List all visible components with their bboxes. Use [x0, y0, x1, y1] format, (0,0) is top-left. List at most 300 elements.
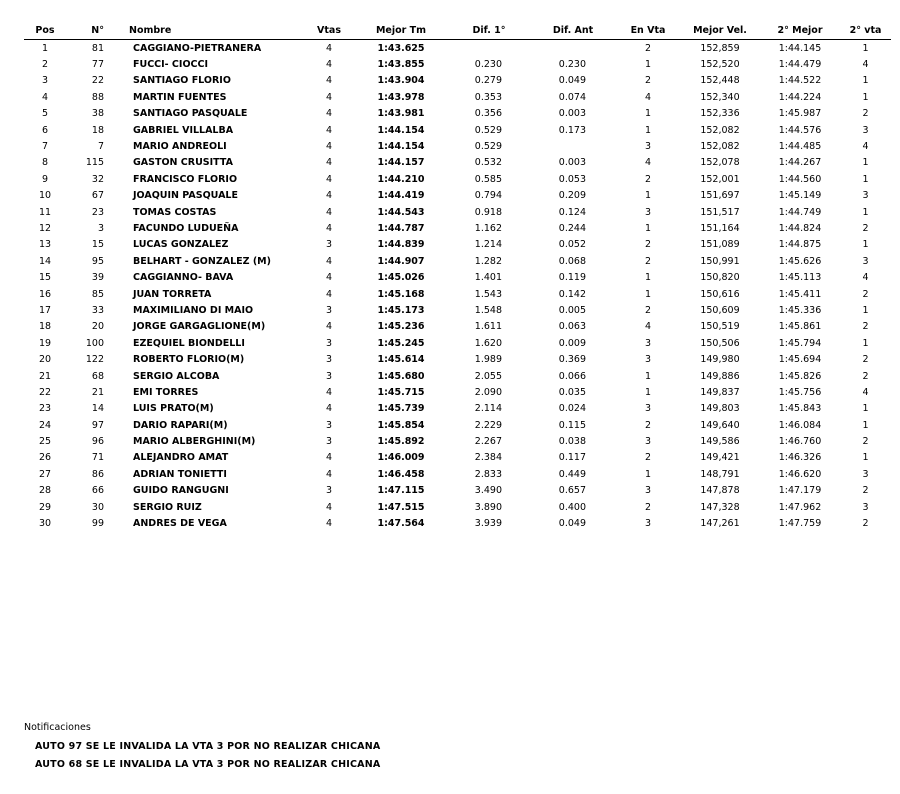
envta-cell: 1 [644, 59, 652, 71]
mejor-tm-cell: 1:47.564 [377, 518, 425, 530]
header-difant: Dif. Ant [530, 22, 616, 40]
table-row [24, 56, 891, 72]
mejor-tm-cell: 1:45.854 [377, 419, 425, 431]
num-cell: 14 [91, 403, 104, 415]
vtas-cell: 3 [325, 419, 333, 431]
nombre-cell: SERGIO RUIZ [133, 501, 202, 513]
difant-cell: 0.068 [558, 255, 586, 267]
vtas-cell: 4 [325, 59, 333, 71]
table-row [24, 188, 891, 204]
mejor2-cell: 1:45.411 [778, 288, 822, 300]
mejor-vel-cell: 152,859 [700, 42, 740, 54]
difant-cell: 0.038 [558, 436, 586, 448]
table-row [24, 73, 891, 89]
num-cell: 32 [91, 173, 104, 185]
mejor-tm-cell: 1:44.907 [377, 255, 425, 267]
mejor-tm-cell: 1:43.625 [377, 42, 425, 54]
difant-cell: 0.119 [558, 272, 586, 284]
num-cell: 15 [91, 239, 104, 251]
num-cell: 21 [91, 386, 104, 398]
notifications-title: Notificaciones [24, 722, 91, 733]
vtas-cell: 4 [325, 141, 333, 153]
mejor-vel-cell: 150,519 [700, 321, 740, 333]
mejor-tm-cell: 1:45.614 [377, 354, 425, 366]
vtas-cell: 4 [325, 222, 333, 234]
header-envta: En Vta [616, 22, 680, 40]
nombre-cell: GUIDO RANGUGNI [133, 485, 229, 497]
pos-cell: 11 [38, 206, 52, 218]
difant-cell: 0.244 [558, 222, 586, 234]
nombre-cell: FACUNDO LUDUEÑA [133, 222, 239, 234]
vta2-cell: 1 [862, 337, 869, 349]
header-pos: Pos [24, 22, 66, 40]
pos-cell: 9 [41, 173, 49, 185]
num-cell: 88 [91, 91, 104, 103]
envta-cell: 2 [644, 419, 652, 431]
header-mejor-vel: Mejor Vel. [680, 22, 760, 40]
difant-cell: 0.003 [558, 157, 586, 169]
num-cell: 33 [91, 304, 104, 316]
difant-cell: 0.049 [558, 75, 586, 87]
nombre-cell: JUAN TORRETA [133, 288, 212, 300]
num-cell: 95 [91, 255, 104, 267]
mejor-tm-cell: 1:45.236 [377, 321, 425, 333]
pos-cell: 20 [38, 354, 52, 366]
envta-cell: 4 [644, 157, 652, 169]
vtas-cell: 4 [325, 518, 333, 530]
envta-cell: 1 [644, 222, 652, 234]
mejor-vel-cell: 149,837 [700, 386, 740, 398]
table-row [24, 302, 891, 318]
dif1-cell: 3.939 [474, 518, 502, 530]
mejor2-cell: 1:46.326 [778, 452, 822, 464]
pos-cell: 1 [41, 42, 49, 54]
num-cell: 68 [91, 370, 104, 382]
difant-cell: 0.124 [558, 206, 586, 218]
difant-cell: 0.400 [558, 501, 586, 513]
difant-cell: 0.005 [558, 304, 586, 316]
nombre-cell: LUIS PRATO(M) [133, 403, 214, 415]
mejor2-cell: 1:44.485 [778, 141, 822, 153]
nombre-cell: SERGIO ALCOBA [133, 370, 220, 382]
nombre-cell: FRANCISCO FLORIO [133, 173, 238, 185]
mejor-vel-cell: 149,803 [700, 403, 740, 415]
vta2-cell: 2 [862, 436, 869, 448]
mejor-vel-cell: 148,791 [700, 468, 740, 480]
num-cell: 39 [91, 272, 104, 284]
nombre-cell: JOAQUIN PASQUALE [133, 190, 238, 202]
pos-cell: 7 [41, 141, 49, 153]
pos-cell: 18 [38, 321, 52, 333]
vta2-cell: 4 [862, 272, 869, 284]
mejor-tm-cell: 1:44.154 [377, 141, 425, 153]
mejor2-cell: 1:45.694 [778, 354, 822, 366]
pos-cell: 27 [38, 468, 52, 480]
envta-cell: 4 [644, 91, 652, 103]
notification-item: AUTO 68 SE LE INVALIDA LA VTA 3 POR NO REALIZAR CHICANA [35, 759, 381, 770]
table-row [24, 384, 891, 400]
table-row [24, 499, 891, 515]
pos-cell: 24 [38, 419, 52, 431]
pos-cell: 15 [38, 272, 52, 284]
pos-cell: 14 [38, 255, 52, 267]
difant-cell: 0.230 [558, 59, 586, 71]
dif1-cell: 2.114 [474, 403, 502, 415]
nombre-cell: CAGGIANO-PIETRANERA [133, 42, 262, 54]
table-row [24, 401, 891, 417]
vtas-cell: 4 [325, 386, 333, 398]
mejor-tm-cell: 1:45.680 [377, 370, 425, 382]
vtas-cell: 4 [325, 42, 333, 54]
nombre-cell: SANTIAGO PASQUALE [133, 108, 248, 120]
pos-cell: 26 [38, 452, 52, 464]
table-row [24, 155, 891, 171]
envta-cell: 1 [644, 370, 652, 382]
vtas-cell: 4 [325, 403, 333, 415]
vtas-cell: 4 [325, 501, 333, 513]
dif1-cell: 3.890 [474, 501, 502, 513]
envta-cell: 1 [644, 288, 652, 300]
dif1-cell: 1.282 [474, 255, 502, 267]
mejor-tm-cell: 1:47.115 [377, 485, 425, 497]
vta2-cell: 1 [862, 75, 869, 87]
vta2-cell: 1 [862, 419, 869, 431]
mejor2-cell: 1:47.759 [778, 518, 822, 530]
dif1-cell: 0.353 [474, 91, 502, 103]
dif1-cell: 0.529 [474, 141, 502, 153]
nombre-cell: MARIO ANDREOLI [133, 141, 227, 153]
vta2-cell: 3 [862, 255, 869, 267]
nombre-cell: BELHART - GONZALEZ (M) [133, 255, 271, 267]
pos-cell: 8 [41, 157, 49, 169]
pos-cell: 28 [38, 485, 52, 497]
pos-cell: 10 [38, 190, 52, 202]
dif1-cell: 2.384 [474, 452, 502, 464]
vtas-cell: 3 [325, 485, 333, 497]
nombre-cell: ROBERTO FLORIO(M) [133, 354, 245, 366]
vta2-cell: 1 [862, 239, 869, 251]
dif1-cell: 1.214 [474, 239, 502, 251]
vta2-cell: 2 [862, 222, 869, 234]
envta-cell: 1 [644, 468, 652, 480]
nombre-cell: TOMAS COSTAS [133, 206, 217, 218]
nombre-cell: MAXIMILIANO DI MAIO [133, 304, 254, 316]
table-row [24, 433, 891, 449]
pos-cell: 25 [38, 436, 52, 448]
dif1-cell: 2.229 [474, 419, 502, 431]
difant-cell: 0.657 [558, 485, 586, 497]
mejor2-cell: 1:45.626 [778, 255, 822, 267]
difant-cell: 0.142 [558, 288, 586, 300]
dif1-cell: 0.279 [474, 75, 502, 87]
mejor2-cell: 1:44.145 [778, 42, 822, 54]
mejor-tm-cell: 1:45.739 [377, 403, 425, 415]
difant-cell: 0.049 [558, 518, 586, 530]
dif1-cell: 1.620 [474, 337, 502, 349]
pos-cell: 30 [38, 518, 52, 530]
table-row [24, 171, 891, 187]
num-cell: 7 [97, 141, 104, 153]
num-cell: 38 [91, 108, 104, 120]
mejor2-cell: 1:44.479 [778, 59, 822, 71]
header-vta2: 2° vta [840, 22, 891, 40]
num-cell: 67 [91, 190, 104, 202]
vtas-cell: 3 [325, 239, 333, 251]
nombre-cell: MARIO ALBERGHINI(M) [133, 436, 256, 448]
table-row [24, 122, 891, 138]
num-cell: 85 [91, 288, 104, 300]
num-cell: 3 [97, 222, 104, 234]
vtas-cell: 4 [325, 468, 333, 480]
header-mejor2: 2° Mejor [760, 22, 840, 40]
mejor-vel-cell: 150,820 [700, 272, 740, 284]
mejor2-cell: 1:45.756 [778, 386, 822, 398]
vta2-cell: 3 [862, 501, 869, 513]
envta-cell: 1 [644, 190, 652, 202]
num-cell: 71 [91, 452, 104, 464]
num-cell: 20 [91, 321, 104, 333]
table-row [24, 450, 891, 466]
mejor-tm-cell: 1:44.419 [377, 190, 425, 202]
vtas-cell: 4 [325, 272, 333, 284]
mejor-vel-cell: 151,089 [700, 239, 740, 251]
mejor2-cell: 1:47.179 [778, 485, 822, 497]
difant-cell: 0.117 [558, 452, 586, 464]
nombre-cell: ADRIAN TONIETTI [133, 468, 227, 480]
table-row [24, 89, 891, 105]
table-row [24, 40, 891, 57]
mejor-vel-cell: 150,616 [700, 288, 740, 300]
num-cell: 77 [91, 59, 104, 71]
mejor-vel-cell: 149,886 [700, 370, 740, 382]
envta-cell: 2 [644, 239, 652, 251]
num-cell: 30 [91, 501, 104, 513]
mejor2-cell: 1:46.760 [778, 436, 822, 448]
envta-cell: 3 [644, 206, 652, 218]
mejor-vel-cell: 149,421 [700, 452, 740, 464]
vtas-cell: 4 [325, 108, 333, 120]
vtas-cell: 4 [325, 288, 333, 300]
difant-cell: 0.173 [558, 124, 586, 136]
table-row [24, 237, 891, 253]
envta-cell: 2 [644, 42, 652, 54]
difant-cell [530, 40, 616, 57]
table-row [24, 253, 891, 269]
table-row [24, 286, 891, 302]
num-cell: 81 [91, 42, 104, 54]
pos-cell: 29 [38, 501, 52, 513]
header-nombre: Nombre [122, 22, 304, 40]
mejor-vel-cell: 151,517 [700, 206, 740, 218]
pos-cell: 12 [38, 222, 52, 234]
envta-cell: 1 [644, 124, 652, 136]
envta-cell: 1 [644, 108, 652, 120]
envta-cell: 2 [644, 501, 652, 513]
vtas-cell: 4 [325, 206, 333, 218]
mejor2-cell: 1:45.843 [778, 403, 822, 415]
dif1-cell: 0.585 [474, 173, 502, 185]
header-mejor-tm: Mejor Tm [354, 22, 448, 40]
table-row [24, 106, 891, 122]
pos-cell: 16 [38, 288, 52, 300]
mejor-tm-cell: 1:44.839 [377, 239, 425, 251]
mejor2-cell: 1:47.962 [778, 501, 822, 513]
vtas-cell: 3 [325, 436, 333, 448]
dif1-cell: 0.230 [474, 59, 502, 71]
table-row [24, 351, 891, 367]
vta2-cell: 1 [862, 452, 869, 464]
mejor2-cell: 1:44.267 [778, 157, 822, 169]
envta-cell: 3 [644, 403, 652, 415]
nombre-cell: ALEJANDRO AMAT [133, 452, 229, 464]
num-cell: 23 [91, 206, 104, 218]
vta2-cell: 2 [862, 354, 869, 366]
dif1-cell: 1.989 [474, 354, 502, 366]
dif1-cell: 0.529 [474, 124, 502, 136]
difant-cell: 0.053 [558, 173, 586, 185]
pos-cell: 6 [41, 124, 49, 136]
mejor-vel-cell: 150,506 [700, 337, 740, 349]
table-row [24, 466, 891, 482]
mejor2-cell: 1:46.620 [778, 468, 822, 480]
num-cell: 122 [85, 354, 104, 366]
mejor-tm-cell: 1:44.157 [377, 157, 425, 169]
nombre-cell: EZEQUIEL BIONDELLI [133, 337, 245, 349]
difant-cell: 0.369 [558, 354, 586, 366]
mejor2-cell: 1:46.084 [778, 419, 822, 431]
vtas-cell: 4 [325, 124, 333, 136]
difant-cell: 0.066 [558, 370, 586, 382]
nombre-cell: EMI TORRES [133, 386, 199, 398]
vta2-cell: 3 [862, 124, 869, 136]
vta2-cell: 2 [862, 370, 869, 382]
num-cell: 86 [91, 468, 104, 480]
mejor-vel-cell: 149,586 [700, 436, 740, 448]
mejor-vel-cell: 152,448 [700, 75, 740, 87]
vtas-cell: 4 [325, 321, 333, 333]
mejor-vel-cell: 152,336 [700, 108, 740, 120]
vta2-cell: 3 [862, 190, 869, 202]
mejor-tm-cell: 1:45.715 [377, 386, 425, 398]
nombre-cell: FUCCI- CIOCCI [133, 59, 208, 71]
difant-cell: 0.009 [558, 337, 586, 349]
vta2-cell: 1 [862, 403, 869, 415]
difant-cell: 0.035 [558, 386, 586, 398]
mejor2-cell: 1:45.826 [778, 370, 822, 382]
dif1-cell: 1.611 [474, 321, 502, 333]
nombre-cell: GASTON CRUSITTA [133, 157, 233, 169]
nombre-cell: JORGE GARGAGLIONE(M) [133, 321, 266, 333]
nombre-cell: GABRIEL VILLALBA [133, 124, 234, 136]
mejor-vel-cell: 149,640 [700, 419, 740, 431]
vtas-cell: 3 [325, 370, 333, 382]
difant-cell: 0.052 [558, 239, 586, 251]
envta-cell: 2 [644, 173, 652, 185]
dif1-cell: 0.356 [474, 108, 502, 120]
mejor2-cell: 1:45.336 [778, 304, 822, 316]
vtas-cell: 4 [325, 173, 333, 185]
mejor-vel-cell: 150,991 [700, 255, 740, 267]
nombre-cell: LUCAS GONZALEZ [133, 239, 229, 251]
vtas-cell: 3 [325, 354, 333, 366]
vta2-cell: 4 [862, 59, 869, 71]
mejor-tm-cell: 1:45.026 [377, 272, 425, 284]
mejor-vel-cell: 147,328 [700, 501, 740, 513]
difant-cell [530, 138, 616, 154]
table-row [24, 417, 891, 433]
num-cell: 97 [91, 419, 104, 431]
dif1-cell: 1.548 [474, 304, 502, 316]
header-row [24, 22, 891, 40]
pos-cell: 13 [38, 239, 52, 251]
nombre-cell: DARIO RAPARI(M) [133, 419, 228, 431]
envta-cell: 4 [644, 321, 652, 333]
envta-cell: 3 [644, 354, 652, 366]
mejor2-cell: 1:45.113 [778, 272, 822, 284]
header-vtas: Vtas [304, 22, 354, 40]
pos-cell: 19 [38, 337, 52, 349]
num-cell: 18 [91, 124, 104, 136]
nombre-cell: MARTIN FUENTES [133, 91, 227, 103]
num-cell: 100 [85, 337, 104, 349]
table-row [24, 220, 891, 236]
envta-cell: 1 [644, 272, 652, 284]
nombre-cell: CAGGIANNO- BAVA [133, 272, 234, 284]
notification-item: AUTO 97 SE LE INVALIDA LA VTA 3 POR NO REALIZAR CHICANA [35, 741, 381, 752]
mejor-vel-cell: 152,340 [700, 91, 740, 103]
mejor-tm-cell: 1:43.978 [377, 91, 425, 103]
pos-cell: 21 [38, 370, 52, 382]
envta-cell: 1 [644, 386, 652, 398]
table-row [24, 335, 891, 351]
dif1-cell: 3.490 [474, 485, 502, 497]
pos-cell: 5 [41, 108, 49, 120]
vta2-cell: 1 [862, 173, 869, 185]
envta-cell: 2 [644, 255, 652, 267]
nombre-cell: SANTIAGO FLORIO [133, 75, 231, 87]
difant-cell: 0.063 [558, 321, 586, 333]
mejor2-cell: 1:44.576 [778, 124, 822, 136]
mejor-vel-cell: 149,980 [700, 354, 740, 366]
mejor-tm-cell: 1:44.210 [377, 173, 425, 185]
table-row [24, 319, 891, 335]
mejor2-cell: 1:44.749 [778, 206, 822, 218]
difant-cell: 0.115 [558, 419, 586, 431]
vtas-cell: 4 [325, 190, 333, 202]
mejor-tm-cell: 1:45.168 [377, 288, 425, 300]
nombre-cell: ANDRES DE VEGA [133, 518, 227, 530]
mejor-tm-cell: 1:45.245 [377, 337, 425, 349]
dif1-cell: 2.090 [474, 386, 502, 398]
table-row [24, 269, 891, 285]
vtas-cell: 4 [325, 157, 333, 169]
dif1-cell: 1.543 [474, 288, 502, 300]
envta-cell: 2 [644, 304, 652, 316]
mejor-tm-cell: 1:44.154 [377, 124, 425, 136]
mejor2-cell: 1:45.861 [778, 321, 822, 333]
dif1-cell: 2.833 [474, 468, 502, 480]
pos-cell: 22 [38, 386, 52, 398]
table-row [24, 204, 891, 220]
mejor-tm-cell: 1:47.515 [377, 501, 425, 513]
vta2-cell: 1 [862, 206, 869, 218]
dif1-cell: 2.267 [474, 436, 502, 448]
pos-cell: 4 [41, 91, 49, 103]
mejor2-cell: 1:44.875 [778, 239, 822, 251]
mejor-tm-cell: 1:44.543 [377, 206, 425, 218]
dif1-cell: 1.162 [474, 222, 502, 234]
pos-cell: 3 [41, 75, 49, 87]
